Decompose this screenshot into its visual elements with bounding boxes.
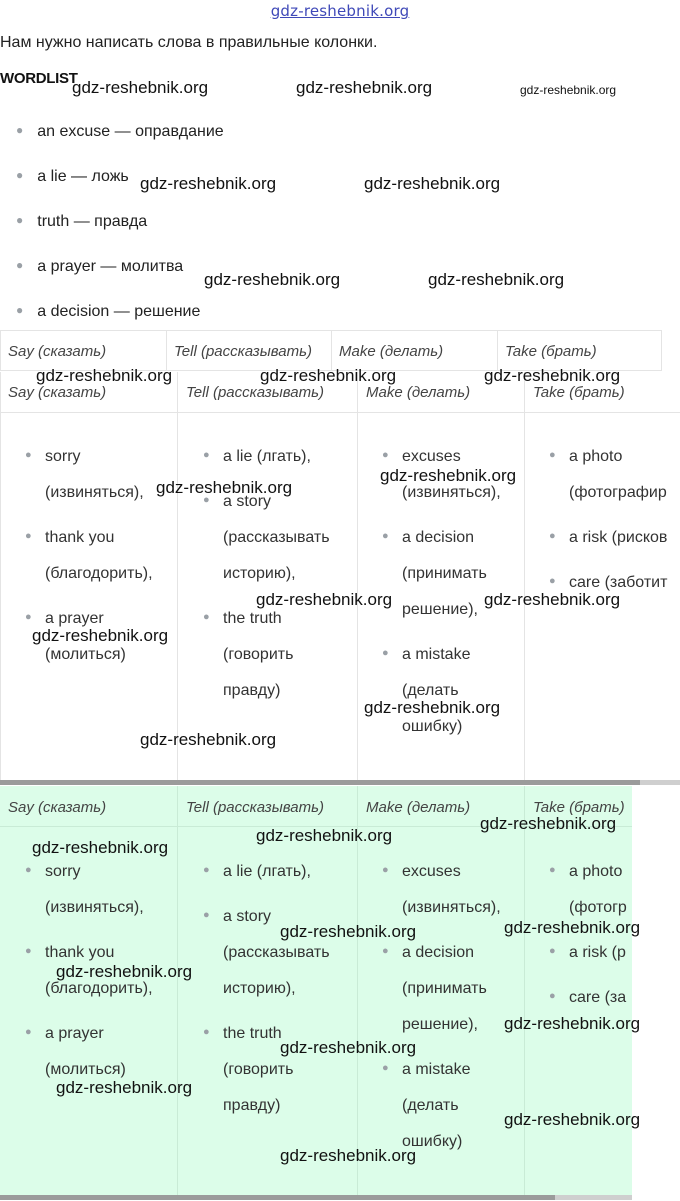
tell-item-note: (говорить [223,1061,294,1078]
make-item: ● a decision [382,529,475,546]
take-column-clip [525,840,632,1040]
wordlist-item: ● a prayer — молитва [16,258,184,275]
make-item-note: решение), [402,1016,478,1033]
watermark-text: gdz-reshebnik.org [56,1078,193,1097]
bullet-icon: ● [382,945,389,957]
say-item-note: (благодорить), [45,980,153,997]
tell-item: ● the truth [203,610,282,627]
watermark-text: gdz-reshebnik.org [256,590,393,609]
watermark-text: gdz-reshebnik.org [72,78,209,97]
watermark-text: gdz-reshebnik.org [504,1110,641,1129]
watermark-text: gdz-reshebnik.org [364,174,501,193]
bullet-icon: ● [16,213,24,227]
bullet-icon: ● [203,611,210,623]
watermark-text: gdz-reshebnik.org [32,626,169,645]
bullet-icon: ● [382,864,389,876]
bullet-icon: ● [549,575,556,587]
watermark-text: gdz-reshebnik.org [256,826,393,845]
watermark-text: gdz-reshebnik.org [520,83,617,97]
table2-header-say: Say (сказать) [8,384,107,401]
make-item-note: (принимать [402,980,487,997]
tell-item-note: историю), [223,980,296,997]
table2-header-make: Make (делать) [366,384,471,401]
table2-scrollbar-thumb[interactable] [0,780,640,785]
table3-header-make: Make (делать) [366,799,471,816]
tell-item: ● a lie (лгать), [203,448,311,465]
take-column-clip [525,420,680,760]
table1-header-take: Take (брать) [505,343,597,360]
make-item: ● a mistake [382,1061,471,1078]
table3-header-take: Take (брать) [533,799,625,816]
table1-header-say: Say (сказать) [8,343,107,360]
table3-header-tell: Tell (рассказывать) [186,799,324,816]
take-item: ● care (за [549,989,627,1006]
say-item-note: (молиться) [45,1061,126,1078]
table3-scrollbar-thumb[interactable] [0,1195,555,1200]
make-item: ● excuses [382,448,461,465]
make-item-note: (извиняться), [402,899,501,916]
take-item: ● care (заботит [549,574,668,591]
intro-text: Нам нужно написать слова в правильные колонки. [0,34,378,51]
wordlist-item: ● a decision — решение [16,303,201,320]
make-item-note: (извиняться), [402,484,501,501]
site-header-link[interactable]: gdz-reshebnik.org [270,2,410,20]
watermark-text: gdz-reshebnik.org [140,174,277,193]
watermark-text: gdz-reshebnik.org [56,962,193,981]
wordlist-item: ● truth — правда [16,213,148,230]
watermark-text: gdz-reshebnik.org [364,698,501,717]
watermark-text: gdz-reshebnik.org [296,78,433,97]
say-item-note: (извиняться), [45,484,144,501]
watermark-text: gdz-reshebnik.org [428,270,565,289]
say-item: ● a prayer [25,1025,104,1042]
bullet-icon: ● [25,611,32,623]
bullet-icon: ● [16,168,24,182]
bullet-icon: ● [549,990,556,1002]
watermark-text: gdz-reshebnik.org [480,814,617,833]
tell-item-note: (рассказывать [223,529,330,546]
take-item: ● a risk (рисков [549,529,668,546]
watermark-text: gdz-reshebnik.org [504,1014,641,1033]
watermark-text: gdz-reshebnik.org [32,838,169,857]
bullet-icon: ● [549,864,556,876]
make-item-note: ошибку) [402,718,463,735]
make-item: ● a decision [382,944,475,961]
watermark-text: gdz-reshebnik.org [484,590,621,609]
wordlist-heading: WORDLIST [0,70,78,87]
bullet-icon: ● [203,1026,210,1038]
tell-item: ● the truth [203,1025,282,1042]
tell-item-note: (говорить [223,646,294,663]
tell-item: ● a story [203,493,272,510]
make-item-note: (принимать [402,565,487,582]
bullet-icon: ● [203,449,210,461]
say-item-note: (благодорить), [45,565,153,582]
watermark-text: gdz-reshebnik.org [484,366,621,385]
make-item: ● a mistake [382,646,471,663]
bullet-icon: ● [549,449,556,461]
bullet-icon: ● [25,449,32,461]
bullet-icon: ● [382,449,389,461]
take-item: ● a risk (р [549,944,626,961]
say-item-note: (извиняться), [45,899,144,916]
say-item: ● thank you [25,529,115,546]
table2-header-tell: Tell (рассказывать) [186,384,324,401]
watermark-text: gdz-reshebnik.org [260,366,397,385]
take-item: ● a photo [549,448,623,465]
watermark-text: gdz-reshebnik.org [204,270,341,289]
table3-header-say: Say (сказать) [8,799,107,816]
bullet-icon: ● [25,1026,32,1038]
make-item-note: (делать [402,682,459,699]
bullet-icon: ● [25,945,32,957]
bullet-icon: ● [25,864,32,876]
tell-item-note: историю), [223,565,296,582]
say-item: ● sorry [25,448,81,465]
bullet-icon: ● [16,258,24,272]
take-item: ● a photo [549,863,623,880]
table2-header-take: Take (брать) [533,384,625,401]
bullet-icon: ● [16,303,24,317]
bullet-icon: ● [203,909,210,921]
bullet-icon: ● [382,530,389,542]
bullet-icon: ● [25,530,32,542]
say-item: ● thank you [25,944,115,961]
wordlist-item: ● an excuse — оправдание [16,123,224,140]
tell-item-note: (рассказывать [223,944,330,961]
table1-header-tell: Tell (рассказывать) [174,343,312,360]
take-item-note: (фотографир [569,484,667,501]
wordlist-item: ● a lie — ложь [16,168,129,185]
make-item-note: (делать [402,1097,459,1114]
watermark-text: gdz-reshebnik.org [280,1146,417,1165]
watermark-text: gdz-reshebnik.org [140,730,277,749]
bullet-icon: ● [382,1062,389,1074]
take-item-note: (фотогр [569,899,627,916]
watermark-text: gdz-reshebnik.org [280,922,417,941]
bullet-icon: ● [203,864,210,876]
tell-item-note: правду) [223,1097,281,1114]
table1-header-make: Make (делать) [339,343,444,360]
make-item-note: ошибку) [402,1133,463,1150]
tell-item-note: правду) [223,682,281,699]
say-item: ● sorry [25,863,81,880]
watermark-text: gdz-reshebnik.org [36,366,173,385]
bullet-icon: ● [16,123,24,137]
make-item: ● excuses [382,863,461,880]
watermark-text: gdz-reshebnik.org [380,466,517,485]
watermark-text: gdz-reshebnik.org [156,478,293,497]
tell-item: ● a story [203,908,272,925]
watermark-text: gdz-reshebnik.org [504,918,641,937]
say-item: ● a prayer [25,610,104,627]
bullet-icon: ● [549,530,556,542]
make-item-note: решение), [402,601,478,618]
say-item-note: (молиться) [45,646,126,663]
bullet-icon: ● [382,647,389,659]
watermark-text: gdz-reshebnik.org [280,1038,417,1057]
tell-item: ● a lie (лгать), [203,863,311,880]
bullet-icon: ● [549,945,556,957]
bullet-icon: ● [203,494,210,506]
